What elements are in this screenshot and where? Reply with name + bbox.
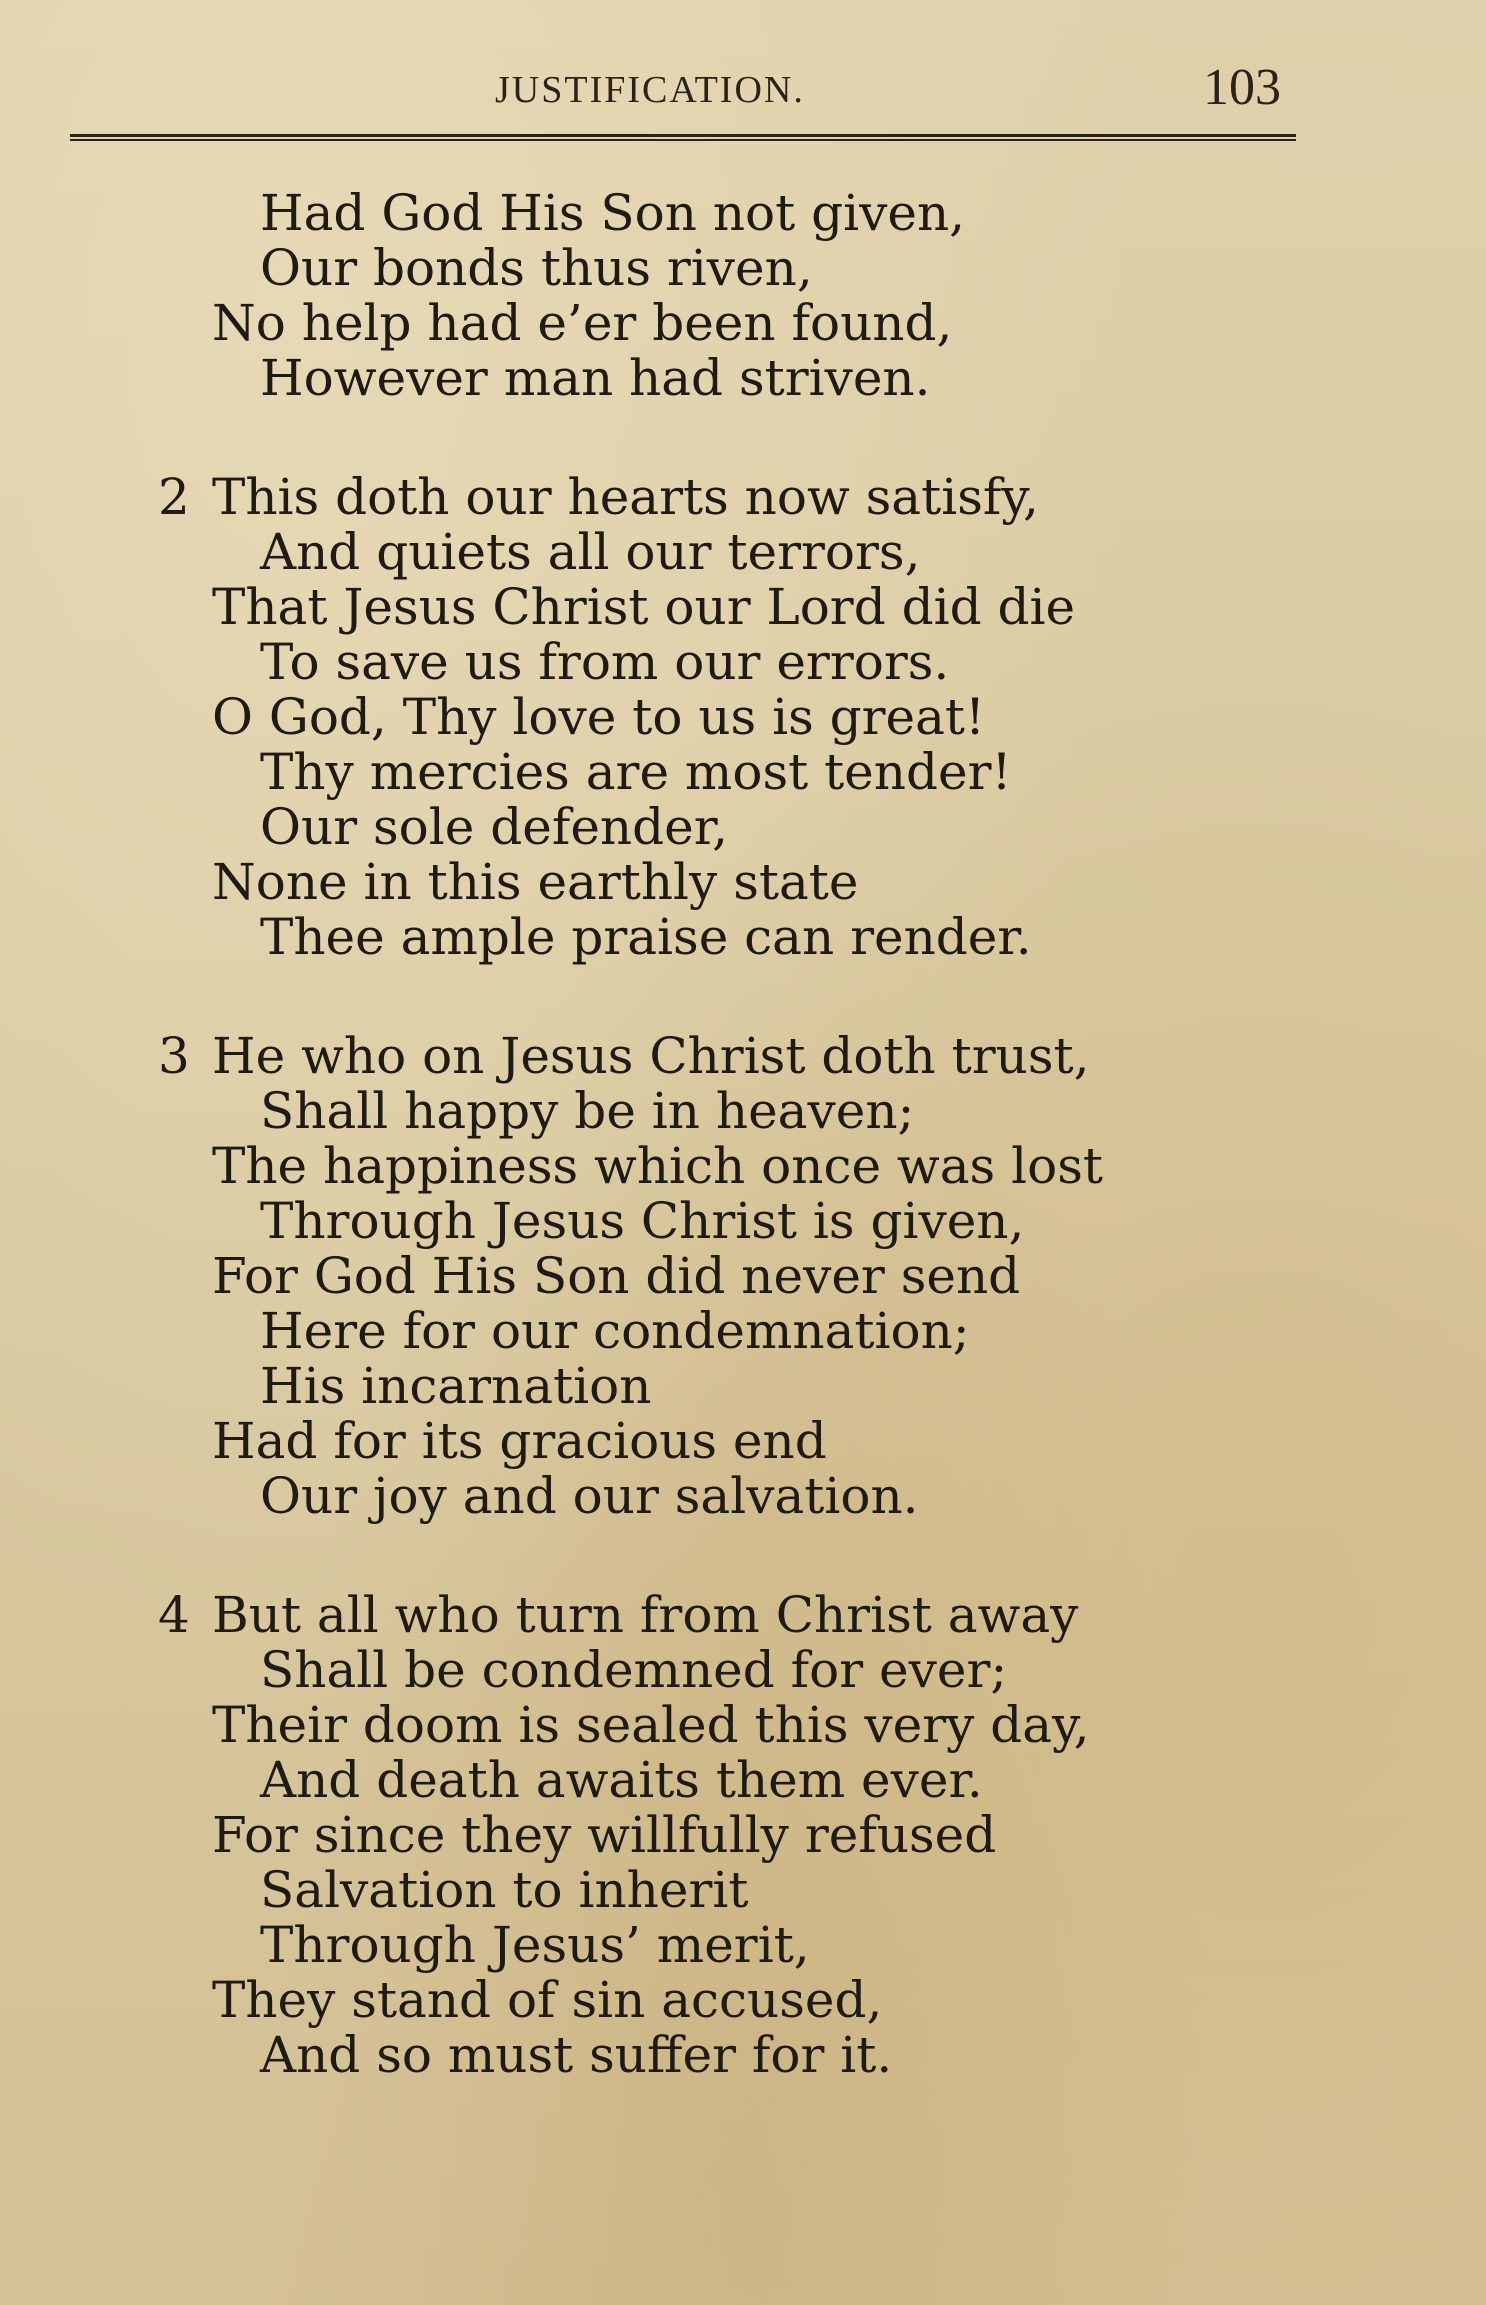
- verse-line: His incarnation: [260, 1357, 652, 1415]
- verse-line: Our bonds thus riven,: [260, 239, 813, 297]
- verse-line: None in this earthly state: [212, 853, 859, 911]
- verse-line: Had for its gracious end: [212, 1412, 827, 1470]
- verse-line: Through Jesus Christ is given,: [260, 1192, 1025, 1250]
- stanza: [0, 186, 1486, 406]
- stanza-number: 4: [158, 1586, 190, 1644]
- verse-line: That Jesus Christ our Lord did die: [212, 578, 1076, 636]
- verse-line: O God, Thy love to us is great!: [212, 688, 986, 746]
- stanza: [0, 1588, 1486, 2083]
- hymn-text: [0, 186, 1486, 2147]
- verse-line: They stand of sin accused,: [212, 1971, 883, 2029]
- verse-line: For since they willfully refused: [212, 1806, 997, 1864]
- verse-line: But all who turn from Christ away: [212, 1586, 1079, 1644]
- verse-line: However man had striven.: [260, 349, 931, 407]
- verse-line: Had God His Son not given,: [260, 184, 966, 242]
- verse-line: Our sole defender,: [260, 798, 729, 856]
- verse-line: Shall be condemned for ever;: [260, 1641, 1008, 1699]
- verse-line: Shall happy be in heaven;: [260, 1082, 915, 1140]
- verse-line: This doth our hearts now satisfy,: [212, 468, 1039, 526]
- verse-line: Here for our condemnation;: [260, 1302, 970, 1360]
- header-rule: [70, 134, 1296, 141]
- verse-line: Thy mercies are most tender!: [260, 743, 1012, 801]
- verse-line: Our joy and our salvation.: [260, 1467, 919, 1525]
- verse-line: No help had e’er been found,: [212, 294, 953, 352]
- verse-line: And death awaits them ever.: [260, 1751, 983, 1809]
- page-number: 103: [1203, 59, 1281, 116]
- running-head: JUSTIFICATION.: [495, 69, 805, 111]
- stanza-number: 2: [158, 468, 190, 526]
- verse-line: And quiets all our terrors,: [260, 523, 921, 581]
- verse-line: Salvation to inherit: [260, 1861, 749, 1919]
- verse-line: For God His Son did never send: [212, 1247, 1021, 1305]
- stanza: [0, 1029, 1486, 1524]
- verse-line: And so must suffer for it.: [260, 2026, 893, 2084]
- stanza: [0, 470, 1486, 965]
- verse-line: Their doom is sealed this very day,: [212, 1696, 1090, 1754]
- verse-line: The happiness which once was lost: [212, 1137, 1103, 1195]
- verse-line: Thee ample praise can render.: [260, 908, 1032, 966]
- verse-line: Through Jesus’ merit,: [260, 1916, 810, 1974]
- stanza-number: 3: [158, 1027, 190, 1085]
- verse-line: To save us from our errors.: [260, 633, 950, 691]
- verse-line: He who on Jesus Christ doth trust,: [212, 1027, 1090, 1085]
